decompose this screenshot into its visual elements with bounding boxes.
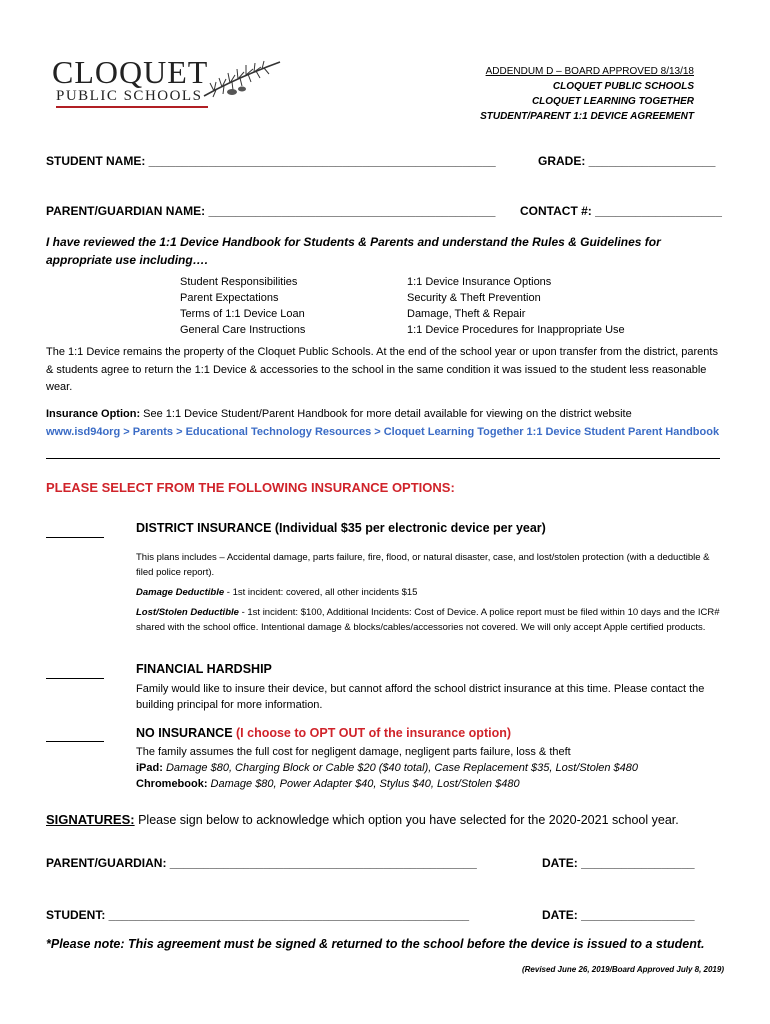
- district-insurance-checkbox-line[interactable]: [46, 536, 104, 538]
- no-insurance-desc-text: The family assumes the full cost for negligent damage, negligent parts failure, loss & theft: [136, 746, 571, 758]
- handbook-list-right: [407, 274, 625, 338]
- document-header: [480, 64, 694, 124]
- list-item: Damage, Theft & Repair: [407, 308, 526, 320]
- damage-deductible-text: - 1st incident: covered, all other incidents $15: [224, 587, 418, 598]
- damage-deductible: [136, 585, 721, 600]
- district-insurance-description: This plans includes – Accidental damage, parts failure, fire, flood, or natural disaster, case, and lost/stolen protection (with a deductible & filed police report).: [136, 552, 710, 578]
- handbook-link[interactable]: www.isd94org > Parents > Educational Technology Resources > Cloquet Learning Together 1:1 Device Student Parent Handbook: [46, 425, 720, 438]
- header-district: CLOQUET PUBLIC SCHOOLS: [552, 81, 694, 92]
- grade-field[interactable]: GRADE: ___________________: [538, 154, 716, 168]
- no-insurance-description: [136, 744, 721, 792]
- financial-hardship-description: Family would like to insure their device, but cannot afford the school district insurance at this time. Please contact the building principal for more information.: [136, 683, 705, 711]
- header-addendum: ADDENDUM D – BOARD APPROVED 8/13/18: [485, 66, 694, 77]
- list-item: General Care Instructions: [180, 324, 306, 336]
- damage-deductible-label: Damage Deductible: [136, 587, 225, 598]
- insurance-option-label: Insurance Option:: [46, 408, 141, 420]
- handbook-list-left: [180, 274, 305, 338]
- no-insurance-label: NO INSURANCE: [136, 726, 237, 740]
- pine-branch-icon: [202, 56, 282, 104]
- insurance-option-note: [46, 406, 726, 441]
- agreement-note: *Please note: This agreement must be signed & returned to the school before the device is issued to a student.: [46, 937, 705, 951]
- chromebook-costs: [136, 776, 721, 792]
- list-item: Student Responsibilities: [180, 276, 298, 288]
- lost-stolen-deductible: [136, 605, 721, 635]
- financial-hardship-checkbox-line[interactable]: [46, 677, 104, 679]
- insurance-option-text: See 1:1 Device Student/Parent Handbook for more detail available for viewing on the district website: [140, 408, 632, 420]
- student-date-field[interactable]: DATE: _________________: [542, 908, 695, 922]
- logo-subtitle: PUBLIC SCHOOLS: [56, 88, 203, 104]
- header-program: CLOQUET LEARNING TOGETHER: [531, 96, 694, 107]
- list-item: 1:1 Device Insurance Options: [407, 276, 552, 288]
- list-item: Terms of 1:1 Device Loan: [180, 308, 305, 320]
- intro-statement: I have reviewed the 1:1 Device Handbook for Students & Parents and understand the Rules & Guidelines for appropriate use including….: [46, 235, 661, 267]
- logo-underline: [56, 106, 208, 108]
- list-item: Parent Expectations: [180, 292, 279, 304]
- list-item: 1:1 Device Procedures for Inappropriate Use: [407, 324, 625, 336]
- district-logo: [52, 56, 282, 112]
- no-insurance-checkbox-line[interactable]: [46, 740, 104, 742]
- signatures-text: Please sign below to acknowledge which option you have selected for the 2020-2021 school year.: [134, 813, 679, 827]
- parent-signature-field[interactable]: PARENT/GUARDIAN: ______________________________________________: [46, 856, 477, 870]
- revision-note: (Revised June 26, 2019/Board Approved July 8, 2019): [521, 965, 724, 974]
- chromebook-label: Chromebook:: [136, 778, 208, 790]
- divider: [46, 458, 720, 459]
- parent-name-field[interactable]: PARENT/GUARDIAN NAME: ___________________________________________: [46, 204, 496, 218]
- contact-field[interactable]: CONTACT #: ___________________: [520, 204, 722, 218]
- financial-hardship-title: FINANCIAL HARDSHIP: [136, 662, 272, 676]
- parent-date-field[interactable]: DATE: _________________: [542, 856, 695, 870]
- chromebook-costs-text: Damage $80, Power Adapter $40, Stylus $40, Lost/Stolen $480: [207, 778, 520, 790]
- header-agreement-title: STUDENT/PARENT 1:1 DEVICE AGREEMENT: [480, 111, 694, 122]
- list-item: Security & Theft Prevention: [407, 292, 541, 304]
- lost-stolen-deductible-label: Lost/Stolen Deductible: [136, 607, 239, 618]
- no-insurance-title: [136, 726, 511, 740]
- ipad-costs: [136, 760, 721, 776]
- ipad-costs-text: Damage $80, Charging Block or Cable $20 ($40 total), Case Replacement $35, Lost/Stolen $480: [162, 762, 639, 774]
- signatures-heading: [46, 812, 679, 827]
- logo-wordmark: CLOQUET: [52, 54, 209, 90]
- select-options-heading: PLEASE SELECT FROM THE FOLLOWING INSURANCE OPTIONS:: [46, 480, 455, 495]
- signatures-label: SIGNATURES:: [46, 812, 135, 827]
- opt-out-label: (I choose to OPT OUT of the insurance option): [236, 726, 512, 740]
- ipad-label: iPad:: [136, 762, 163, 774]
- lost-stolen-deductible-text: - 1st incident: $100, Additional Incidents: Cost of Device. A police report must be filed within 10 days and the ICR# shared with the school office. Intentional damage & blocks/cables/accessories not covered. We will only accept Apple certified products.: [136, 607, 720, 633]
- student-name-field[interactable]: STUDENT NAME: ____________________________________________________: [46, 154, 496, 168]
- district-insurance-title: DISTRICT INSURANCE (Individual $35 per electronic device per year): [136, 521, 546, 535]
- student-signature-field[interactable]: STUDENT: ______________________________________________________: [46, 908, 470, 922]
- property-paragraph: The 1:1 Device remains the property of the Cloquet Public Schools. At the end of the school year or upon transfer from the district, parents & students agree to return the 1:1 Device & accessories to the school in the same condition it was issued to the student less reasonable wear.: [46, 346, 718, 393]
